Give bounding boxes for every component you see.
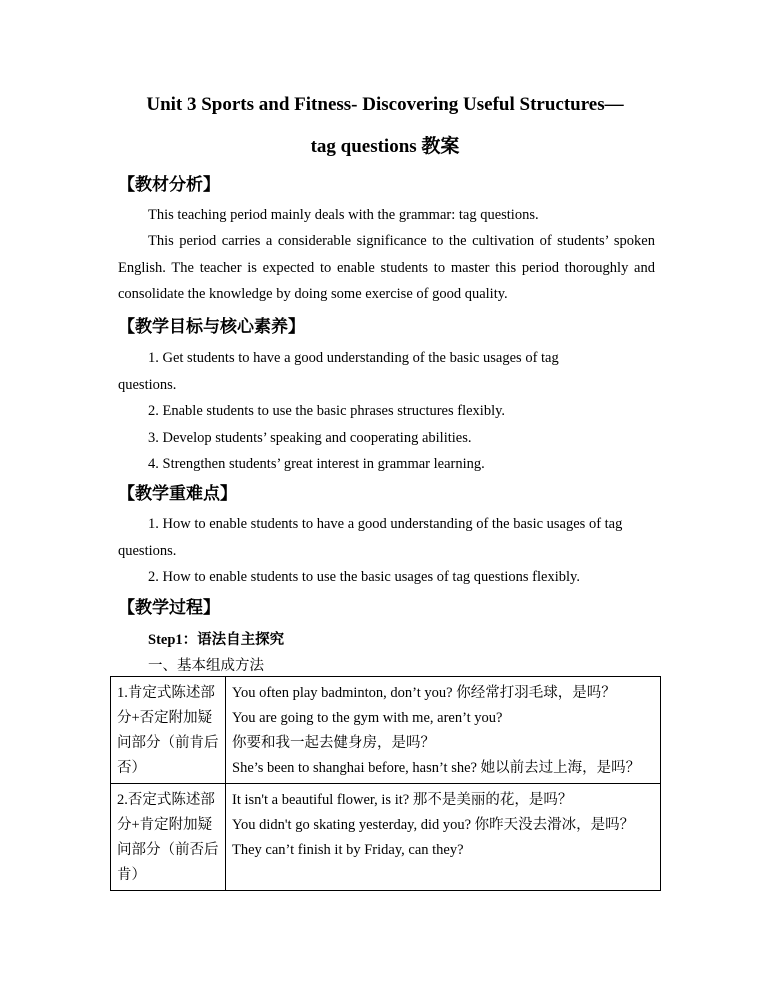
goal-item: 4. Strengthen students’ great interest in grammar learning. [148, 456, 485, 472]
examples-cell [226, 677, 661, 784]
key-points-list [118, 511, 638, 591]
document-title-line-2: tag questions 教案 [310, 136, 460, 157]
tag-question-table [110, 676, 661, 891]
example-sentence: They can’t finish it by Friday, can they? [232, 842, 464, 858]
step-1-label: Step1：语法自主探究 [148, 632, 285, 648]
section-heading-analysis: 【教材分析】 [118, 175, 220, 195]
analysis-paragraph-1: This teaching period mainly deals with the grammar: tag questions. [148, 207, 539, 223]
rule-cell: 2.否定式陈述部分+肯定附加疑问部分（前否后肯） [111, 784, 226, 891]
example-sentence: She’s been to shanghai before, hasn’t she? 她以前去过上海，是吗？ [232, 760, 641, 776]
table-row [111, 677, 661, 784]
example-sentence: You often play badminton, don’t you? 你经常打羽毛球，是吗？ [232, 685, 616, 701]
example-sentence: You are going to the gym with me, aren’t you? [232, 710, 503, 726]
examples-cell [226, 784, 661, 891]
goal-item: 1. Get students to have a good understanding of the basic usages of tag questions. [118, 350, 559, 393]
section-heading-key-points: 【教学重难点】 [118, 484, 237, 504]
section-heading-goals: 【教学目标与核心素养】 [118, 317, 305, 337]
subsection-label: 一、基本组成方法 [148, 658, 264, 674]
table-row [111, 784, 661, 891]
analysis-paragraph-2: This period carries a considerable significance to the cultivation of students’ spoken English. The teacher is expected to enable students to master this period thoroughly and consolidate the knowledge by doing some exercise of good quality. [118, 233, 655, 302]
goal-item: 2. Enable students to use the basic phrases structures flexibly. [148, 403, 506, 419]
key-point-item: 2. How to enable students to use the basic usages of tag questions flexibly. [148, 569, 580, 585]
example-sentence: It isn't a beautiful flower, is it? 那不是美丽的花，是吗？ [232, 792, 573, 808]
document-title-line-1: Unit 3 Sports and Fitness- Discovering Useful Structures— [146, 94, 624, 115]
goals-list [118, 345, 618, 478]
goal-item: 3. Develop students’ speaking and cooperating abilities. [148, 429, 472, 446]
rule-cell: 1.肯定式陈述部分+否定附加疑问部分（前肯后否） [111, 677, 226, 784]
example-sentence: You didn't go skating yesterday, did you? 你昨天没去滑冰，是吗？ [232, 817, 635, 833]
key-point-item: 1. How to enable students to have a good understanding of the basic usages of tag questions. [118, 516, 623, 559]
section-heading-process: 【教学过程】 [118, 598, 220, 618]
example-sentence: 你要和我一起去健身房，是吗？ [232, 735, 435, 751]
